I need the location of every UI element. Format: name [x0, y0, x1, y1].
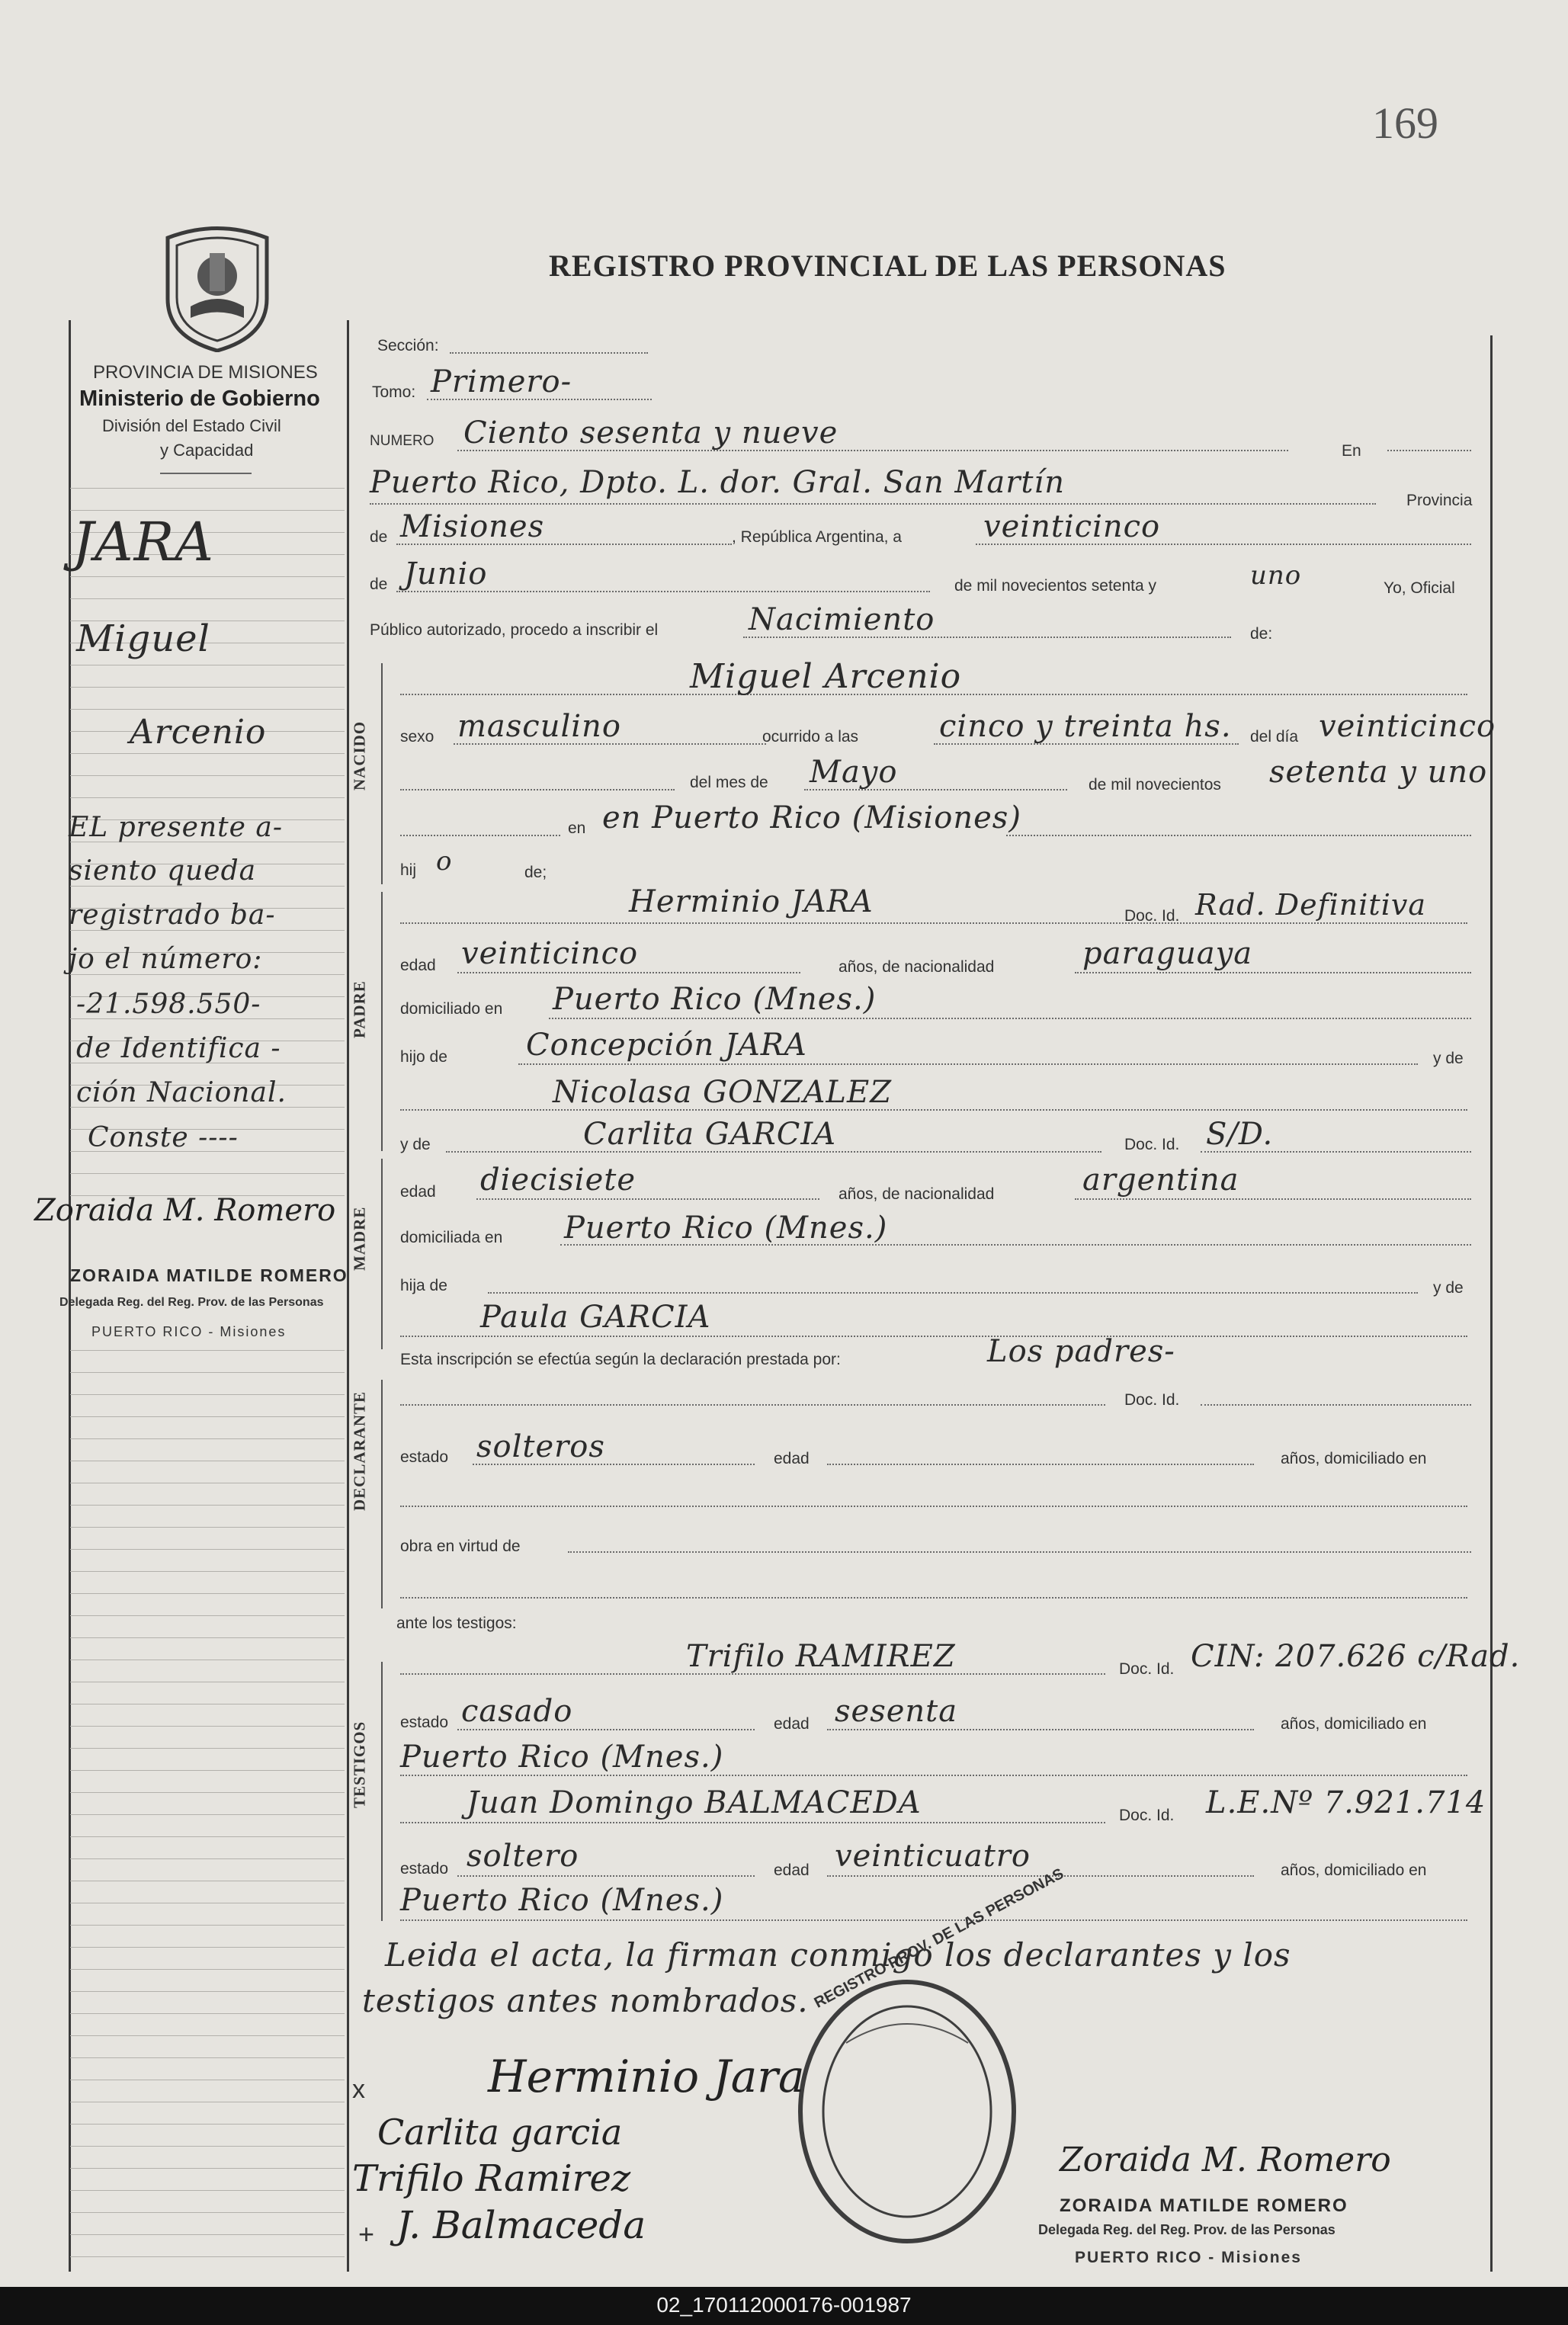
value-lugar-nac: en Puerto Rico (Misiones): [602, 800, 1021, 835]
value-madre-edad: diecisiete: [480, 1162, 636, 1198]
label-publico: Público autorizado, procedo a inscribir el: [370, 621, 659, 639]
margin-ruling-line: [70, 687, 345, 688]
dotted-line: [370, 503, 1376, 505]
label-provincia: Provincia: [1406, 492, 1473, 509]
margin-ruling-line: [70, 2124, 345, 2125]
label-estado: estado: [400, 1448, 449, 1466]
label-edad-madre: edad: [400, 1183, 436, 1201]
value-numero: Ciento sesenta y nueve: [463, 415, 839, 451]
margin-given-name-2: Arcenio: [130, 713, 267, 752]
dotted-line: [827, 1464, 1254, 1465]
label-de: de: [370, 528, 388, 546]
value-padre-dom: Puerto Rico (Mnes.): [553, 982, 877, 1017]
plus-mark: +: [358, 2218, 375, 2250]
dotted-line: [476, 1198, 819, 1200]
value-padre: Herminio JARA: [629, 884, 874, 919]
margin-ruling-line: [70, 2190, 345, 2191]
margin-ruling-line: [70, 709, 345, 710]
margin-note-line: jo el número:: [69, 944, 263, 975]
margin-ruling-line: [70, 576, 345, 577]
value-padre-madre: Nicolasa GONZALEZ: [553, 1075, 892, 1110]
value-sexo: masculino: [457, 709, 621, 744]
margin-ruling-line: [70, 753, 345, 754]
margin-ruling-line: [70, 1438, 345, 1439]
margin-ruling-line: [70, 1969, 345, 1970]
section-label-madre: MADRE: [350, 1206, 369, 1271]
label-mil: de mil novecientos setenta y: [954, 577, 1156, 595]
margin-ruling-line: [70, 1615, 345, 1616]
label-hija-de: hija de: [400, 1277, 447, 1294]
dotted-line: [446, 1151, 1101, 1153]
margin-ruling-line: [70, 1726, 345, 1727]
label-edad: edad: [400, 957, 436, 974]
margin-ruling-line: [70, 1947, 345, 1948]
section-label-padre: PADRE: [350, 980, 369, 1038]
dotted-line: [454, 743, 766, 745]
dotted-line: [934, 743, 1239, 745]
value-padre-padre: Concepción JARA: [526, 1028, 807, 1063]
label-del-mes: del mes de: [690, 774, 768, 791]
value-testigo1-doc: CIN: 207.626 c/Rad.: [1191, 1639, 1521, 1674]
label-anos-nac-madre: años, de nacionalidad: [839, 1185, 995, 1203]
margin-ruling-line: [70, 1748, 345, 1749]
dotted-line: [457, 1729, 755, 1730]
margin-given-name-1: Miguel: [76, 617, 210, 660]
official-seal-icon: [793, 1974, 1021, 2249]
margin-ruling-line: [70, 2256, 345, 2257]
dotted-line: [1201, 1151, 1471, 1153]
label-anos-nac: años, de nacionalidad: [839, 958, 995, 976]
margin-stamp-name: ZORAIDA MATILDE ROMERO: [70, 1265, 348, 1285]
margin-ruling-line: [70, 2234, 345, 2235]
image-caption: 02_170112000176-001987: [656, 2293, 912, 2317]
margin-ruling-line: [70, 1637, 345, 1638]
section-nacido: [348, 663, 383, 884]
dotted-line: [1075, 1198, 1471, 1200]
label-numero: NUMERO: [370, 433, 434, 449]
header-capacity: y Capacidad: [160, 441, 254, 460]
label-y-de: y de: [1433, 1050, 1464, 1067]
margin-ruling-line: [70, 2035, 345, 2036]
stamp-oficial-place: PUERTO RICO - Misiones: [1075, 2249, 1302, 2266]
margin-note-line: de Identifica -: [76, 1033, 281, 1064]
label-doc-id-t2: Doc. Id.: [1119, 1807, 1175, 1824]
margin-ruling-line: [70, 1991, 345, 1992]
label-de2: de: [370, 576, 388, 593]
header-rule: [160, 473, 252, 474]
margin-ruling-line: [70, 1527, 345, 1528]
dotted-line: [549, 1018, 1471, 1019]
label-de3: de:: [1250, 625, 1273, 643]
margin-stamp-place: PUERTO RICO - Misiones: [91, 1324, 287, 1339]
value-mes-nac: Mayo: [810, 755, 898, 790]
label-edad-t1: edad: [774, 1715, 810, 1733]
value-declarante: Los padres-: [987, 1334, 1175, 1369]
value-estado-decl: solteros: [476, 1429, 605, 1464]
label-anos-dom: años, domiciliado en: [1281, 1450, 1427, 1467]
margin-ruling-line: [70, 1792, 345, 1793]
label-de4: de;: [524, 864, 547, 881]
value-dia-nac: veinticinco: [1319, 709, 1496, 744]
value-acto: Nacimiento: [749, 602, 935, 637]
dotted-line: [457, 450, 1288, 451]
margin-ruling-line: [70, 1372, 345, 1373]
margin-ruling-line: [70, 1173, 345, 1174]
value-testigo2-doc: L.E.Nº 7.921.714: [1206, 1785, 1486, 1820]
margin-ruling-line: [70, 2013, 345, 2014]
label-doc-id-decl: Doc. Id.: [1124, 1391, 1180, 1409]
value-testigo2-estado: soltero: [467, 1839, 579, 1874]
stamp-oficial-name: ZORAIDA MATILDE ROMERO: [1060, 2195, 1348, 2216]
value-madre-madre: Paula GARCIA: [480, 1300, 711, 1335]
signature-padre: Herminio Jara: [488, 2051, 805, 2102]
dotted-line: [1387, 450, 1471, 451]
closing-line-2: testigos antes nombrados.: [362, 1982, 809, 2019]
page-border-right: [1490, 335, 1493, 2272]
dotted-line: [400, 1404, 1105, 1406]
page-number: 169: [1372, 98, 1438, 148]
margin-note-line: ción Nacional.: [76, 1077, 287, 1108]
section-declarante: [348, 1380, 383, 1608]
header-province: PROVINCIA DE MISIONES: [93, 362, 318, 383]
label-y-de-2: y de: [1433, 1279, 1464, 1297]
dotted-line: [400, 1109, 1467, 1111]
margin-ruling-line: [70, 1571, 345, 1572]
dotted-line: [560, 1244, 1471, 1246]
dotted-line: [457, 972, 800, 973]
dotted-line: [450, 352, 648, 354]
stamp-oficial-role: Delegada Reg. del Reg. Prov. de las Personas: [1038, 2222, 1336, 2237]
dotted-line: [976, 544, 1471, 545]
margin-ruling-line: [70, 797, 345, 798]
margin-signature: Zoraida M. Romero: [34, 1193, 336, 1228]
value-nombre: Miguel Arcenio: [690, 657, 962, 696]
dotted-line: [457, 1875, 755, 1877]
label-domiciliada: domiciliada en: [400, 1229, 503, 1246]
dotted-line: [827, 1729, 1254, 1730]
dotted-line: [488, 1292, 1418, 1294]
provincial-crest-icon: [160, 223, 274, 352]
x-mark: x: [352, 2075, 365, 2104]
margin-ruling-line: [70, 1770, 345, 1771]
label-yo-oficial: Yo, Oficial: [1384, 579, 1455, 597]
margin-ruling-line: [70, 1925, 345, 1926]
margin-ruling-line: [70, 598, 345, 599]
value-padre-edad: veinticinco: [461, 936, 639, 971]
value-testigo1: Trifilo RAMIREZ: [686, 1639, 956, 1674]
signature-madre: Carlita garcia: [377, 2112, 623, 2153]
label-ocurrido: ocurrido a las: [762, 728, 859, 746]
value-tomo: Primero-: [431, 364, 572, 399]
label-ante-testigos: ante los testigos:: [396, 1615, 517, 1632]
margin-ruling-line: [70, 1593, 345, 1594]
section-label-declarante: DECLARANTE: [350, 1390, 369, 1511]
margin-ruling-line: [70, 1549, 345, 1550]
dotted-line: [400, 1597, 1467, 1599]
margin-ruling-line: [70, 1836, 345, 1837]
dotted-line: [743, 637, 1231, 638]
value-anio-nac: setenta y uno: [1269, 755, 1488, 790]
margin-ruling-line: [70, 488, 345, 489]
value-dia: veinticinco: [983, 509, 1161, 544]
margin-ruling-line: [70, 1814, 345, 1815]
label-en: En: [1342, 442, 1361, 460]
dotted-line: [400, 789, 675, 790]
label-estado-t2: estado: [400, 1860, 449, 1878]
dotted-line: [400, 1336, 1467, 1337]
value-madre: Carlita GARCIA: [583, 1117, 837, 1152]
header-ministry: Ministerio de Gobierno: [79, 386, 320, 411]
dotted-line: [473, 1464, 755, 1465]
label-anos-dom-t1: años, domiciliado en: [1281, 1715, 1427, 1733]
dotted-line: [396, 591, 930, 592]
value-testigo1-dom: Puerto Rico (Mnes.): [400, 1740, 724, 1775]
dotted-line: [400, 1822, 1105, 1823]
label-de-mil: de mil novecientos: [1089, 776, 1221, 794]
header-division: División del Estado Civil: [102, 416, 281, 435]
value-testigo1-edad: sesenta: [835, 1694, 958, 1729]
dotted-line: [518, 1063, 1418, 1065]
label-hijo-de: hijo de: [400, 1048, 447, 1066]
dotted-line: [400, 1775, 1467, 1776]
dotted-line: [427, 399, 652, 400]
signature-oficial: Zoraida M. Romero: [1060, 2141, 1391, 2179]
margin-note-line: registrado ba-: [69, 900, 276, 931]
label-seccion: Sección:: [377, 337, 439, 354]
label-doc-id-t1: Doc. Id.: [1119, 1660, 1175, 1678]
margin-note-line: Conste ----: [88, 1122, 239, 1153]
section-padre: [348, 892, 383, 1151]
margin-stamp-role: Delegada Reg. del Reg. Prov. de las Personas: [59, 1296, 324, 1309]
dotted-line: [1075, 972, 1471, 973]
margin-note-line: -21.598.550-: [76, 989, 261, 1020]
seal-text: REGISTRO PROV. DE LAS PERSONAS: [811, 1865, 1067, 2012]
value-lugar: Puerto Rico, Dpto. L. dor. Gral. San Martín: [370, 465, 1065, 500]
margin-ruling-line: [70, 1350, 345, 1351]
value-testigo2-edad: veinticuatro: [835, 1839, 1031, 1874]
margin-ruling-line: [70, 2168, 345, 2169]
label-edad-decl: edad: [774, 1450, 810, 1467]
dotted-line: [400, 922, 1467, 924]
dotted-line: [568, 1551, 1471, 1553]
section-label-nacido: NACIDO: [350, 720, 369, 790]
section-testigos: [348, 1662, 383, 1921]
value-madre-dom: Puerto Rico (Mnes.): [564, 1211, 888, 1246]
dotted-line: [400, 1506, 1467, 1507]
dotted-line: [1006, 835, 1471, 836]
label-sexo: sexo: [400, 728, 434, 746]
label-estado-t1: estado: [400, 1714, 449, 1731]
value-padre-nac: paraguaya: [1082, 936, 1253, 971]
label-en2: en: [568, 819, 586, 837]
margin-ruling-line: [70, 1505, 345, 1506]
margin-ruling-line: [70, 2057, 345, 2058]
label-anos-dom-t2: años, domiciliado en: [1281, 1862, 1427, 1879]
label-doc-id: Doc. Id.: [1124, 907, 1180, 925]
value-hora: cinco y treinta hs.: [939, 709, 1232, 744]
value-testigo2-dom: Puerto Rico (Mnes.): [400, 1883, 724, 1918]
dotted-line: [396, 544, 732, 545]
label-obra: obra en virtud de: [400, 1538, 521, 1555]
label-edad-t2: edad: [774, 1862, 810, 1879]
value-madre-nac: argentina: [1082, 1162, 1239, 1198]
margin-ruling-line: [70, 2146, 345, 2147]
label-inscripcion: Esta inscripción se efectúa según la declaración prestada por:: [400, 1351, 841, 1368]
value-anio: uno: [1250, 560, 1302, 591]
section-label-testigos: TESTIGOS: [350, 1720, 369, 1808]
label-y-de-madre: y de: [400, 1136, 431, 1153]
dotted-line: [400, 1919, 1467, 1921]
value-hijo: o: [436, 846, 453, 877]
label-hijo: hij: [400, 861, 417, 879]
document-title: REGISTRO PROVINCIAL DE LAS PERSONAS: [549, 249, 1227, 283]
dotted-line: [804, 789, 1067, 790]
label-republica: , República Argentina, a: [732, 528, 902, 546]
value-testigo1-estado: casado: [461, 1694, 573, 1729]
margin-note-line: EL presente a-: [69, 812, 283, 843]
label-del-dia: del día: [1250, 728, 1299, 746]
signature-testigo2: J. Balmaceda: [396, 2203, 646, 2247]
signature-testigo1: Trifilo Ramirez: [352, 2157, 631, 2200]
value-madre-doc: S/D.: [1206, 1117, 1274, 1152]
margin-ruling-line: [70, 2212, 345, 2213]
margin-ruling-line: [70, 1858, 345, 1859]
label-domiciliado: domiciliado en: [400, 1000, 503, 1018]
margin-ruling-line: [70, 775, 345, 776]
label-tomo: Tomo:: [372, 383, 416, 401]
margin-surname: JARA: [72, 511, 214, 573]
closing-line-1: Leida el acta, la firman conmigo los declarantes y los: [385, 1936, 1291, 1974]
margin-ruling-line: [70, 1416, 345, 1417]
value-testigo2: Juan Domingo BALMACEDA: [467, 1785, 922, 1820]
margin-note-line: siento queda: [69, 855, 257, 887]
value-padre-doc: Rad. Definitiva: [1195, 888, 1426, 922]
section-madre: [348, 1159, 383, 1349]
value-provincia: Misiones: [400, 509, 545, 544]
value-mes: Junio: [404, 556, 488, 592]
label-doc-id-madre: Doc. Id.: [1124, 1136, 1180, 1153]
margin-ruling-line: [70, 1394, 345, 1395]
dotted-line: [400, 835, 560, 836]
dotted-line: [1201, 1404, 1471, 1406]
